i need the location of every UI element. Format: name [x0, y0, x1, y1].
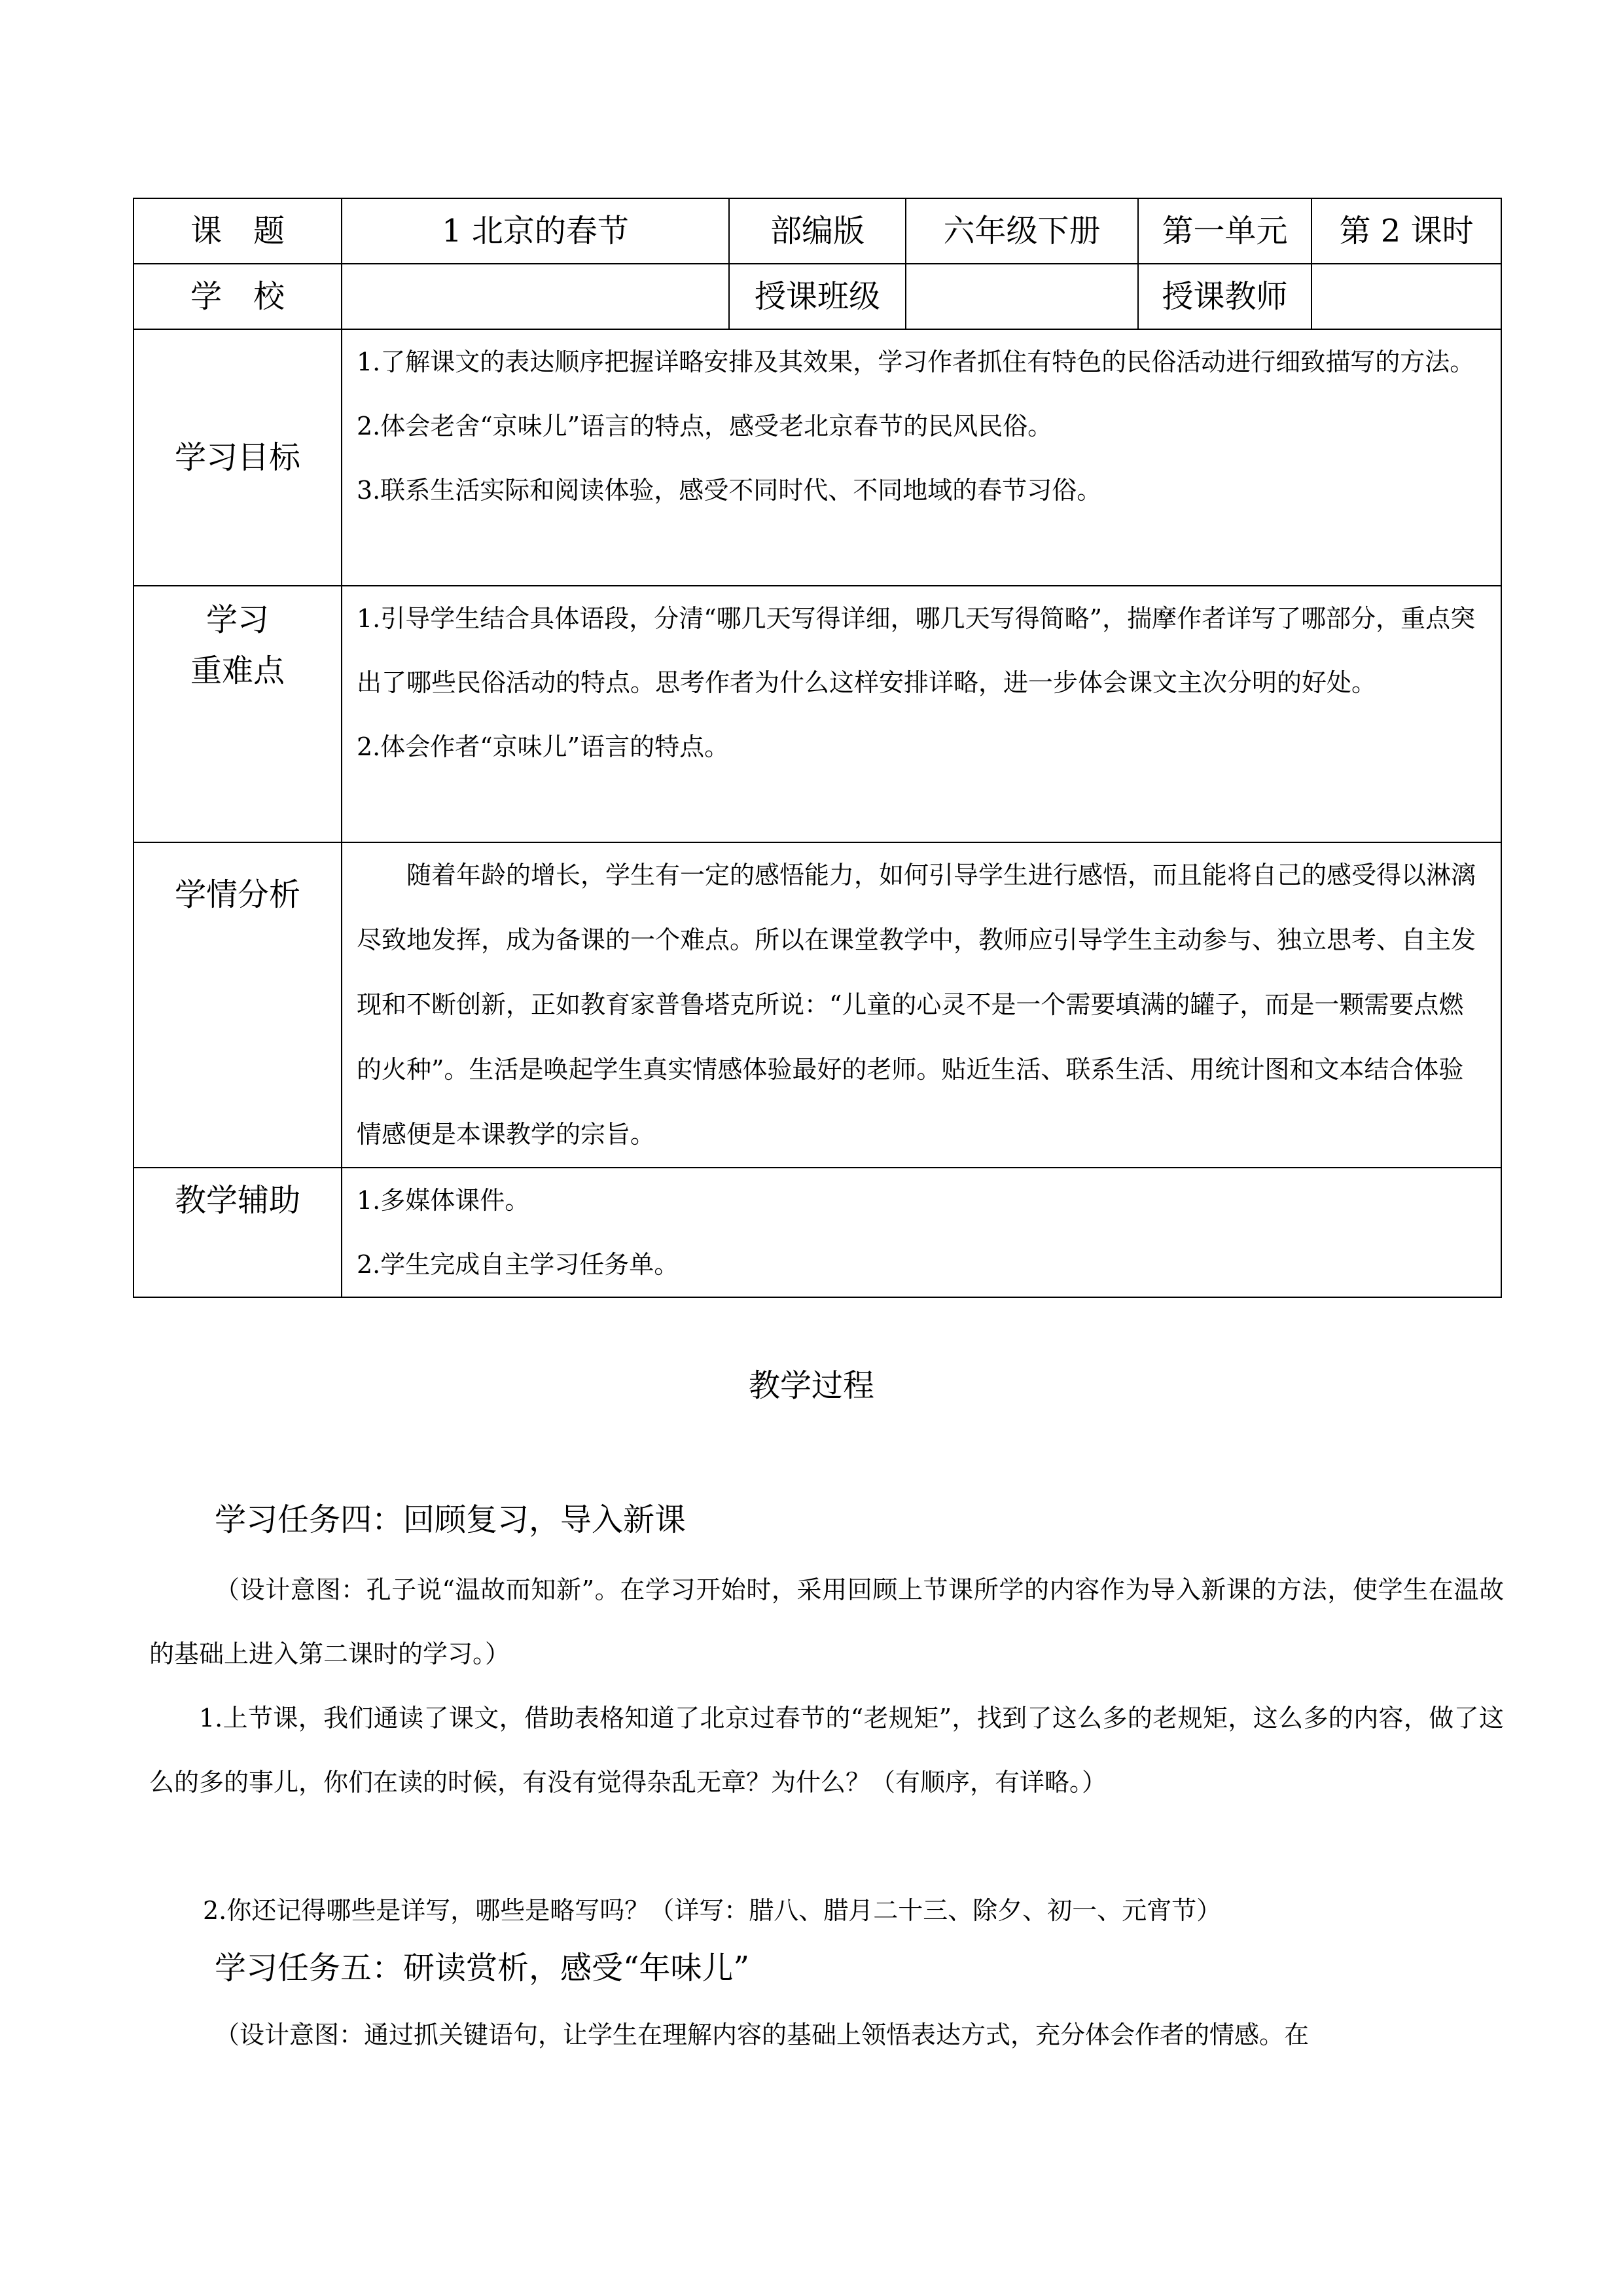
task4-design-intent-text: （设计意图：孔子说“温故而知新”。在学习开始时，采用回顾上节课所学的内容作为导入新课的方法，使学生在温故的基础上进入第二课时的学习。） [149, 1575, 1504, 1668]
aids-content [342, 1168, 1501, 1297]
class-value [906, 264, 1138, 329]
objectives-label: 学习目标 [134, 329, 342, 586]
key-points-label-line1: 学习 [205, 601, 269, 638]
task4-step1 [149, 1686, 1504, 1814]
class-label: 授课班级 [729, 264, 906, 329]
task4-step2-text: 2.你还记得哪些是详写，哪些是略写吗？（详写：腊八、腊月二十三、除夕、初一、元宵节） [203, 1896, 1222, 1925]
table-row-aids [134, 1168, 1501, 1297]
teacher-value [1311, 264, 1501, 329]
objective-item: 2.体会老舍“京味儿”语言的特点，感受老北京春节的民风民俗。 [357, 412, 1053, 440]
unit-cell: 第一单元 [1138, 198, 1311, 264]
key-points-label-line2: 重难点 [190, 653, 285, 689]
task4-heading: 学习任务四：回顾复习，导入新课 [215, 1501, 687, 1538]
lesson-info-table [133, 198, 1502, 1298]
task4-design-intent [149, 1558, 1504, 1686]
table-row-key-points [134, 586, 1501, 842]
task5-design-intent [149, 2003, 1504, 2067]
key-points-content [342, 586, 1501, 842]
task5-heading: 学习任务五：研读赏析，感受“年味儿” [215, 1950, 750, 1986]
teacher-label: 授课教师 [1138, 264, 1311, 329]
edition-cell: 部编版 [729, 198, 906, 264]
objective-item: 1.了解课文的表达顺序把握详略安排及其效果，学习作者抓住有特色的民俗活动进行细致描写的方法。 [357, 348, 1475, 376]
school-value [342, 264, 729, 329]
analysis-label: 学情分析 [134, 842, 342, 1168]
key-points-label [134, 586, 342, 842]
table-row-analysis [134, 842, 1501, 1168]
analysis-text: 随着年龄的增长，学生有一定的感悟能力，如何引导学生进行感悟，而且能将自己的感受得以淋漓尽致地发挥，成为备课的一个难点。所以在课堂教学中，教师应引导学生主动参与、独立思考、自主发现和不断创新，正如教育家普鲁塔克所说：“儿童的心灵不是一个需要填满的罐子，而是一颗需要点燃的火种”。生活是唤起学生真实情感体验最好的老师。贴近生活、联系生活、用统计图和文本结合体验情感便是本课教学的宗旨。 [357, 861, 1476, 1149]
aid-item: 2.学生完成自主学习任务单。 [357, 1250, 679, 1279]
topic-label: 课 题 [134, 198, 342, 264]
aids-label: 教学辅助 [134, 1168, 342, 1297]
key-point-item: 1.引导学生结合具体语段，分清“哪几天写得详细，哪几天写得简略”，揣摩作者详写了哪部分，重点突出了哪些民俗活动的特点。思考作者为什么这样安排详略，进一步体会课文主次分明的好处。 [357, 604, 1476, 697]
analysis-content [342, 842, 1501, 1168]
table-row-school [134, 264, 1501, 329]
table-row-topic [134, 198, 1501, 264]
task5-design-intent-text: （设计意图：通过抓关键语句，让学生在理解内容的基础上领悟表达方式，充分体会作者的情感。在 [215, 2020, 1310, 2049]
objective-item: 3.联系生活实际和阅读体验，感受不同时代、不同地域的春节习俗。 [357, 476, 1102, 505]
grade-cell: 六年级下册 [906, 198, 1138, 264]
period-cell: 第 2 课时 [1311, 198, 1501, 264]
aid-item: 1.多媒体课件。 [357, 1186, 530, 1215]
key-point-item: 2.体会作者“京味儿”语言的特点。 [357, 732, 730, 761]
task4-step2 [149, 1878, 1504, 1943]
table-row-objectives [134, 329, 1501, 586]
topic-value: 1 北京的春节 [342, 198, 729, 264]
process-title: 教学过程 [748, 1367, 874, 1404]
school-label: 学 校 [134, 264, 342, 329]
task4-step1-text: 1.上节课，我们通读了课文，借助表格知道了北京过春节的“老规矩”，找到了这么多的老规矩，这么多的内容，做了这么的多的事儿，你们在读的时候，有没有觉得杂乱无章？为什么？（有顺序，有详略。） [149, 1704, 1504, 1797]
objectives-content [342, 329, 1501, 586]
